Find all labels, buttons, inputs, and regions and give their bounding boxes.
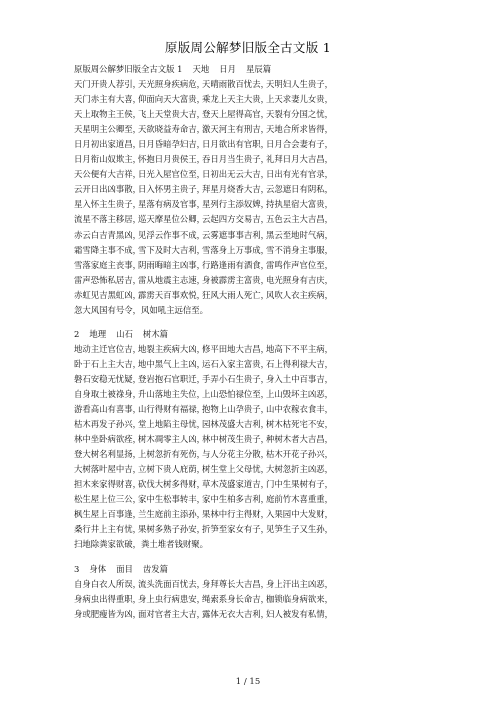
verse-phrase: 身拜尊长大吉昌，: [202, 578, 269, 589]
verse-phrase: 树生堂上父母忧，: [202, 464, 269, 475]
verse-phrase: 日月昏暗孕妇吉，: [138, 139, 205, 150]
verse-phrase: 升山落地主失位，: [138, 388, 205, 399]
verse-phrase: 山行得财有福禄，: [138, 404, 205, 415]
verse-phrase: 仰面向天大富贵，: [138, 94, 205, 105]
verse-phrase: 地高下不平主病，: [266, 343, 333, 354]
text-line: [74, 372, 434, 387]
verse-phrase: 运石入家主富贵，: [202, 358, 269, 369]
verse-phrase: 园林茂盛大吉利，: [202, 419, 269, 430]
verse-phrase: 大树忽折主凶恶，: [266, 464, 333, 475]
verse-phrase: 树木枯死宅不安，: [266, 419, 333, 430]
verse-phrase: 入果园中大发财，: [266, 509, 333, 520]
verse-phrase: 云忽遮日有阴私，: [266, 184, 333, 195]
verse-phrase: 手弄小石生贵子，: [202, 373, 269, 384]
verse-phrase: 乘龙上天主大贵，: [202, 94, 269, 105]
verse-phrase: 枯木开花子孙兴，: [266, 449, 333, 460]
text-line: [74, 197, 434, 212]
verse-phrase: 雷声恐怖私居吉，: [74, 274, 141, 285]
verse-phrase: 游看高山有喜事，: [74, 404, 141, 415]
verse-phrase: 赤虹见吉黑虹凶，: [74, 289, 141, 300]
text-line: [74, 137, 434, 152]
verse-phrase: 天公便有大吉祥，: [74, 169, 141, 180]
intro-heading: [74, 62, 434, 77]
text-line: [74, 402, 434, 417]
text-line: [74, 447, 434, 462]
text-line: [74, 342, 434, 357]
text-line: [74, 477, 434, 492]
verse-phrase: 修平田地大吉昌，: [202, 343, 269, 354]
verse-phrase: 电光照身有吉庆，: [266, 274, 333, 285]
text-line: [74, 228, 434, 243]
text-line: [74, 122, 434, 137]
verse-phrase: 门中生果树有子，: [266, 479, 333, 490]
verse-phrase: 与人分花主分散，: [202, 449, 269, 460]
verse-phrase: 云起四方交易吉，: [202, 214, 269, 225]
section-2-tail: 扫地除粪家欲破，粪土堆者钱财聚。: [74, 539, 208, 550]
verse-phrase: 怀抱日月贵侯王，: [138, 154, 205, 165]
verse-phrase: 桑行井上主有忧，: [74, 524, 141, 535]
verse-phrase: 黑云至地时气病，: [266, 229, 333, 240]
heading-part: 树木篇: [142, 328, 168, 339]
verse-phrase: 身被霹雳主富贵，: [202, 274, 269, 285]
verse-phrase: 身入土中百事吉，: [266, 373, 333, 384]
heading-part: 地理: [89, 328, 107, 339]
verse-phrase: 种树木者大吉昌，: [266, 434, 333, 445]
verse-phrase: 见浮云作事不成，: [138, 229, 205, 240]
heading-part: 身体: [89, 563, 107, 574]
heading-part: 2: [74, 328, 80, 339]
verse-phrase: 天明妇人生贵子，: [266, 79, 333, 90]
verse-phrase: 兰生庭前主添孙，: [138, 509, 205, 520]
verse-phrase: 自身取土被祿身，: [74, 388, 141, 399]
verse-phrase: 枫生屋上百事逢，: [74, 509, 141, 520]
verse-phrase: 庭前竹木喜重重，: [266, 494, 333, 505]
verse-phrase: 吞日月当生贵子，: [202, 154, 269, 165]
intro-part: 原版周公解梦旧版全古文版 1: [74, 64, 183, 74]
verse-phrase: 松生屋上位三公，: [74, 494, 141, 505]
verse-phrase: 草木茂盛家道吉，: [202, 479, 269, 490]
verse-phrase: 大树落叶屋中吉，: [74, 464, 141, 475]
verse-phrase: 家中生柏多吉利，: [202, 494, 269, 505]
heading-part: 面目: [116, 563, 133, 574]
verse-phrase: 雪落家庭主丧事，: [74, 259, 141, 270]
text-line: [74, 507, 434, 522]
verse-phrase: 云雾遮事事吉利，: [202, 229, 269, 240]
verse-phrase: 绳索系身长命吉，: [202, 593, 269, 604]
verse-phrase: 登岩抱石官职迁，: [138, 373, 205, 384]
text-line: [74, 167, 434, 182]
verse-phrase: 天门开贵人荐引，: [74, 79, 141, 90]
verse-phrase: 雪不消身主事服，: [266, 244, 333, 255]
text-line: [74, 432, 434, 447]
section-3-heading: [74, 562, 434, 577]
verse-phrase: 云开日出凶事散，: [74, 184, 141, 195]
verse-phrase: 地中黑气上主凶，: [138, 358, 205, 369]
verse-phrase: 雪落身上万事成，: [202, 244, 269, 255]
verse-phrase: 雷鸣作声官位至，: [266, 259, 333, 270]
verse-phrase: 林中树茂生贵子，: [202, 434, 269, 445]
verse-phrase: 地动主迁官位吉，: [74, 343, 141, 354]
text-line: [74, 387, 434, 402]
verse-phrase: 日月衔山奴欺主，: [74, 154, 141, 165]
verse-phrase: 天上取物主王侯，: [74, 109, 141, 120]
text-line: [74, 92, 434, 107]
verse-phrase: 枷锁临身病欲来，: [266, 593, 333, 604]
verse-phrase: 上山恐怕禄位至，: [202, 388, 269, 399]
verse-phrase: 星落有病及官事，: [138, 199, 205, 210]
document-body: [74, 62, 434, 622]
text-line: [74, 107, 434, 122]
verse-phrase: 飞上天堂贵大吉，: [138, 109, 205, 120]
verse-phrase: 阴雨晦暗主凶事，: [138, 259, 205, 270]
verse-phrase: 身或肥瘦皆为凶，: [74, 608, 141, 619]
verse-phrase: 砍伐大树多得财，: [138, 479, 205, 490]
text-line: [74, 607, 434, 622]
verse-phrase: 面对官者主大吉，: [138, 608, 205, 619]
text-line: [74, 492, 434, 507]
intro-part: 天地: [192, 64, 210, 74]
verse-phrase: 折笋至家女有子，: [202, 524, 269, 535]
verse-phrase: 登大树名利显扬，: [74, 449, 141, 460]
text-line: [74, 462, 434, 477]
verse-phrase: 抱物上山孕贵子，: [202, 404, 269, 415]
verse-phrase: 石上得利禄大吉，: [266, 358, 333, 369]
verse-phrase: 流星不落主移居，: [74, 214, 141, 225]
verse-phrase: 身病虫出得重职，: [74, 593, 141, 604]
verse-phrase: 霜雪降主事不成，: [74, 244, 141, 255]
verse-phrase: 天晴雨散百忧去，: [202, 79, 269, 90]
verse-phrase: 拜星月烧香大吉，: [202, 184, 269, 195]
verse-phrase: 天星明主公卿至，: [74, 124, 141, 135]
intro-part: 日月: [219, 64, 236, 74]
verse-phrase: 日出有光有官录，: [266, 169, 333, 180]
verse-phrase: 担木来家得财喜，: [74, 479, 141, 490]
verse-phrase: 见笋生子又生孙，: [266, 524, 333, 535]
text-line: [74, 522, 434, 537]
verse-phrase: 果林中行主得财，: [202, 509, 269, 520]
verse-phrase: 妇人被发有私情，: [266, 608, 333, 619]
text-line: [74, 273, 434, 288]
section-1-tail: 忽大风国有号令，风如吼主远信至。: [74, 304, 208, 315]
verse-phrase: 上天求妻儿女贵，: [266, 94, 333, 105]
verse-phrase: 堂上地陷主母忧，: [138, 419, 205, 430]
verse-phrase: 行路逢雨有酒食，: [202, 259, 269, 270]
verse-phrase: 日初出无云大吉，: [202, 169, 269, 180]
verse-phrase: 日光入屋官位至，: [138, 169, 205, 180]
verse-phrase: 巡天摩星位公卿，: [138, 214, 205, 225]
document-title: 原版周公解梦旧版全古文版 1: [164, 40, 332, 55]
verse-phrase: 自身白衣人所误，: [74, 578, 141, 589]
verse-phrase: 雷从地震主志速，: [138, 274, 205, 285]
text-line: [74, 243, 434, 258]
verse-phrase: 上山毁坏主凶恶，: [266, 388, 333, 399]
section-3-lines: [74, 577, 434, 622]
verse-phrase: 日入怀男主贵子，: [138, 184, 205, 195]
verse-phrase: 天门赤主有大喜，: [74, 94, 141, 105]
text-line: [74, 182, 434, 197]
text-line: [74, 592, 434, 607]
text-line: [74, 417, 434, 432]
verse-phrase: 天裂有分国之忧，: [266, 109, 333, 120]
verse-phrase: 天地合所求皆得，: [266, 124, 333, 135]
verse-phrase: 家中生松事转丰，: [138, 494, 205, 505]
verse-phrase: 立树下贵人庇荫，: [138, 464, 205, 475]
verse-phrase: 地裂主疾病大凶，: [138, 343, 205, 354]
section-2-heading: [74, 327, 434, 342]
verse-phrase: 露体无衣大吉利，: [202, 608, 269, 619]
verse-phrase: 果树多熟子孙安，: [138, 524, 205, 535]
section-2-lines: [74, 342, 434, 538]
verse-phrase: 上树忽折有死伤，: [138, 449, 205, 460]
verse-phrase: 枯木再发子孙兴，: [74, 419, 141, 430]
verse-phrase: 林中坐卧病欲痊，: [74, 434, 141, 445]
verse-phrase: 天欲晓益寿命吉，: [138, 124, 205, 135]
text-line: [74, 77, 434, 92]
verse-phrase: 雪下及时大吉利，: [138, 244, 205, 255]
heading-part: 山石: [116, 328, 133, 339]
verse-phrase: 身上虫行病患安，: [138, 593, 205, 604]
verse-phrase: 日月合会妻有子，: [266, 139, 333, 150]
verse-phrase: 激天河主有刑吉，: [202, 124, 269, 135]
verse-phrase: 礼拜日月大吉昌，: [266, 154, 333, 165]
heading-part: 3: [74, 563, 80, 574]
verse-phrase: 山中农稼衣食丰，: [266, 404, 333, 415]
text-line: [74, 357, 434, 372]
verse-phrase: 星入怀主生贵子，: [74, 199, 141, 210]
verse-phrase: 日月初出家道昌，: [74, 139, 141, 150]
verse-phrase: 持执星宿大富贵，: [266, 199, 333, 210]
verse-phrase: 流头洗面百忧去，: [138, 578, 205, 589]
text-line: [74, 258, 434, 273]
text-line: [74, 212, 434, 227]
verse-phrase: 星列行主添奴婢，: [202, 199, 269, 210]
text-line: [74, 152, 434, 167]
verse-phrase: 树木凋零主人凶，: [138, 434, 205, 445]
text-line: [74, 288, 434, 303]
verse-phrase: 登天上屋得高官，: [202, 109, 269, 120]
page-number: 1 / 15: [235, 677, 261, 687]
verse-phrase: 身上汗出主凶恶，: [266, 578, 333, 589]
verse-phrase: 磐石安稳无忧疑，: [74, 373, 141, 384]
verse-phrase: 赤云白吉青黑凶，: [74, 229, 141, 240]
verse-phrase: 风吹人衣主疾病，: [266, 289, 333, 300]
intro-part: 星辰篇: [246, 64, 272, 74]
verse-phrase: 卧于石上主大吉，: [74, 358, 141, 369]
verse-phrase: 五色云主大吉昌，: [266, 214, 333, 225]
verse-phrase: 天光照身疾病危，: [138, 79, 205, 90]
section-1-lines: [74, 77, 434, 303]
text-line: [74, 577, 434, 592]
verse-phrase: 日月欲出有官职，: [202, 139, 269, 150]
verse-phrase: 霹雳天百事欢悦，: [138, 289, 205, 300]
heading-part: 齿发篇: [142, 563, 168, 574]
verse-phrase: 狂风大雨人死亡，: [202, 289, 269, 300]
